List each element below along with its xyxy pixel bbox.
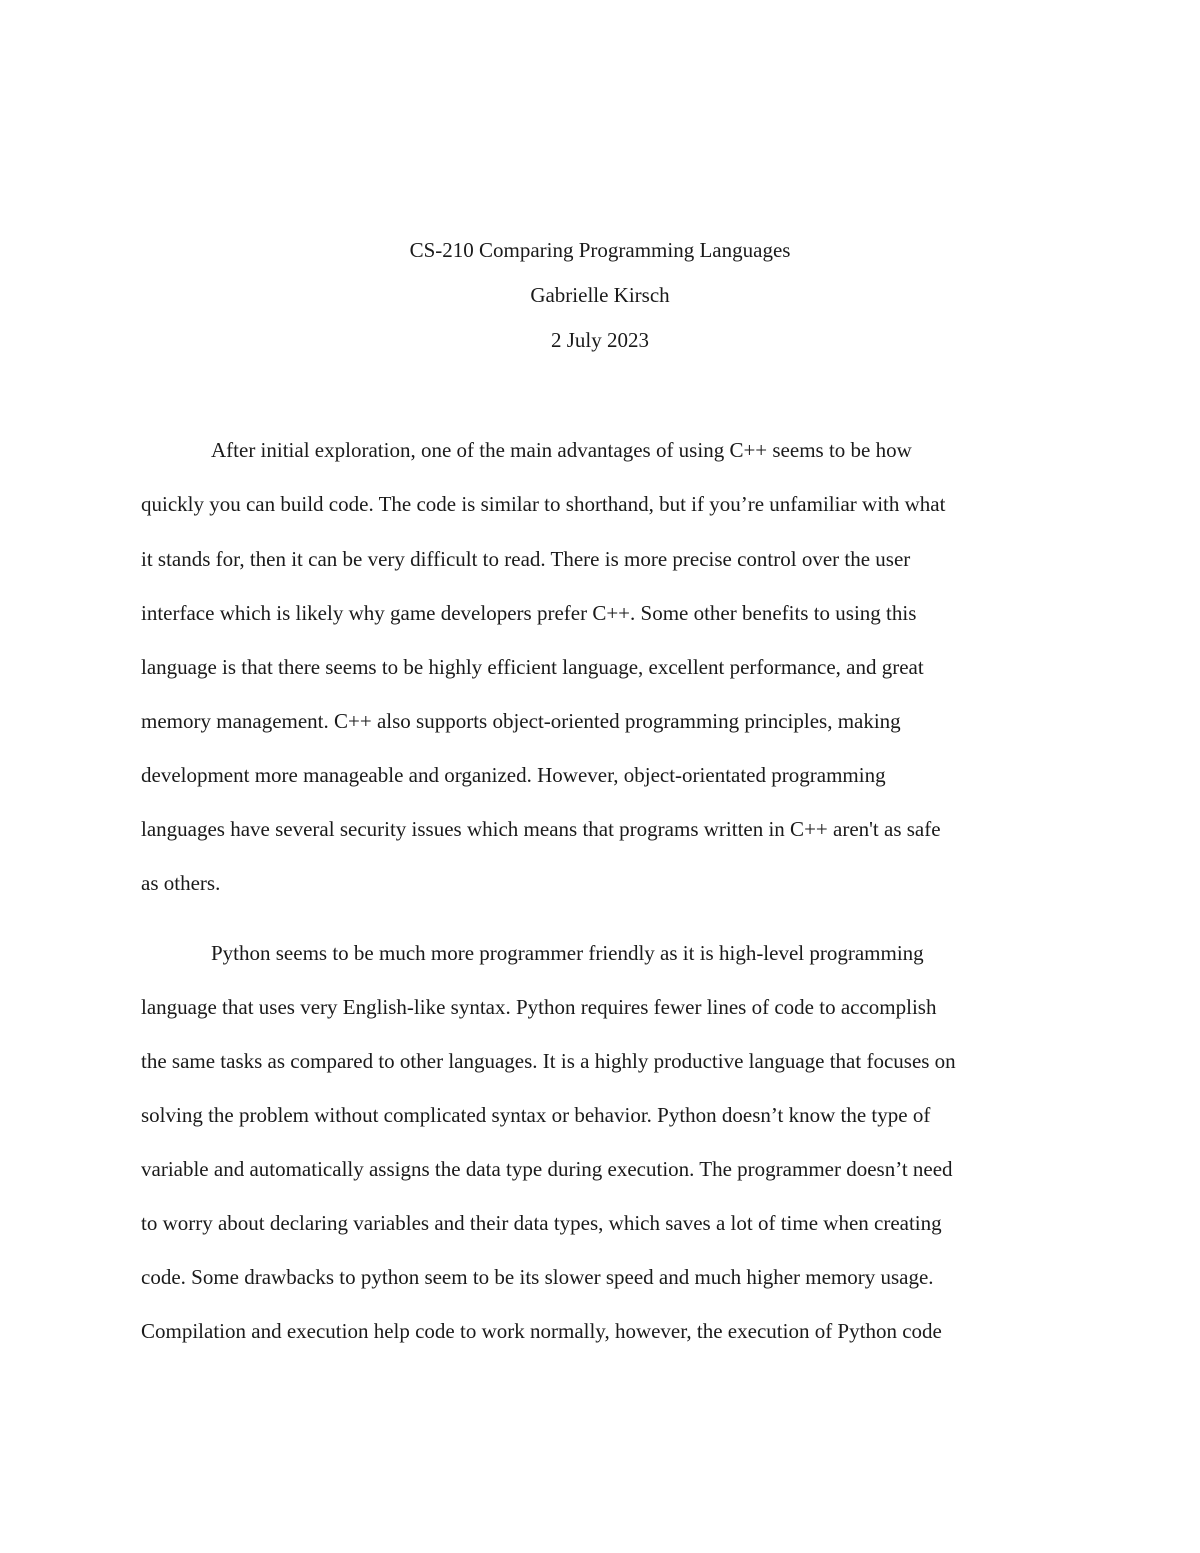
paragraph-line: memory management. C++ also supports object-oriented programming principles, making [141,709,901,733]
document-date: 2 July 2023 [550,328,649,352]
paragraph-line: languages have several security issues which means that programs written in C++ aren't as safe [141,817,941,841]
paragraph-line: code. Some drawbacks to python seem to be its slower speed and much higher memory usage. [141,1265,934,1289]
paragraph-line: to worry about declaring variables and their data types, which saves a lot of time when creating [141,1211,942,1235]
paragraph-line: After initial exploration, one of the main advantages of using C++ seems to be how [211,438,912,462]
paragraph-line: solving the problem without complicated syntax or behavior. Python doesn’t know the type of [141,1103,931,1127]
paragraph-line: development more manageable and organized. However, object-orientated programming [141,763,886,787]
paragraph-line: it stands for, then it can be very difficult to read. There is more precise control over the user [141,547,911,571]
paragraph-line: language that uses very English-like syntax. Python requires fewer lines of code to accomplish [141,995,937,1019]
paragraph-line: as others. [141,871,221,895]
paragraph-line: the same tasks as compared to other languages. It is a highly productive language that focuses on [141,1049,956,1073]
document-header [0,228,1200,363]
paragraph-line: variable and automatically assigns the data type during execution. The programmer doesn’t need [141,1157,953,1181]
paragraph-line: interface which is likely why game developers prefer C++. Some other benefits to using this [141,601,917,625]
paragraph-line: Compilation and execution help code to work normally, however, the execution of Python code [141,1319,942,1343]
paragraph-line: quickly you can build code. The code is similar to shorthand, but if you’re unfamiliar with what [141,492,946,516]
document-author: Gabrielle Kirsch [530,283,670,307]
document-title: CS-210 Comparing Programming Languages [409,238,791,262]
paragraph-line: Python seems to be much more programmer friendly as it is high-level programming [211,941,924,965]
paragraph-line: language is that there seems to be highly efficient language, excellent performance, and great [141,655,924,679]
